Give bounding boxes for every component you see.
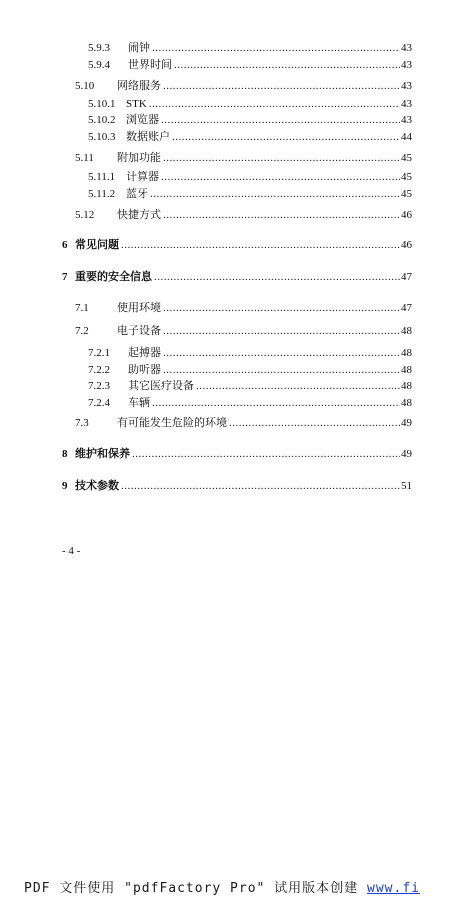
toc-dot-leader bbox=[163, 208, 400, 222]
toc-entry[interactable] bbox=[62, 270, 412, 284]
toc-entry-title: 蓝牙 bbox=[126, 188, 148, 200]
toc-entry-page: 48 bbox=[401, 380, 412, 392]
toc-entry-number: 7 bbox=[62, 271, 68, 283]
toc-entry-number: 5.12 bbox=[75, 209, 95, 221]
toc-dot-leader bbox=[154, 270, 400, 284]
toc-entry-number: 5.9.4 bbox=[88, 59, 110, 71]
toc-entry-page: 43 bbox=[401, 98, 412, 110]
toc-entry-number: 7.3 bbox=[75, 417, 89, 429]
toc-entry-page: 47 bbox=[401, 271, 412, 283]
footer-link[interactable]: www.fi bbox=[367, 881, 420, 896]
toc-entry[interactable] bbox=[88, 58, 412, 72]
page-number: - 4 - bbox=[62, 545, 81, 557]
toc-dot-leader bbox=[161, 170, 400, 184]
toc-entry[interactable] bbox=[88, 346, 412, 360]
toc-entry-number: 6 bbox=[62, 239, 68, 251]
toc-entry[interactable] bbox=[88, 363, 412, 377]
toc-entry-page: 48 bbox=[401, 364, 412, 376]
toc-entry-title: 世界时间 bbox=[128, 59, 172, 71]
toc-entry-page: 45 bbox=[401, 188, 412, 200]
toc-entry-page: 48 bbox=[401, 397, 412, 409]
toc-entry-page: 48 bbox=[401, 347, 412, 359]
toc-entry-page: 43 bbox=[401, 42, 412, 54]
toc-entry-title: 计算器 bbox=[126, 171, 159, 183]
toc-dot-leader bbox=[163, 363, 400, 377]
toc-dot-leader bbox=[172, 130, 400, 144]
toc-entry[interactable] bbox=[62, 238, 412, 252]
toc-entry[interactable] bbox=[88, 187, 412, 201]
toc-entry[interactable] bbox=[88, 97, 412, 111]
toc-entry-page: 44 bbox=[401, 131, 412, 143]
toc-entry-title: 浏览器 bbox=[126, 114, 159, 126]
toc-dot-leader bbox=[121, 238, 400, 252]
toc-entry-number: 7.2.1 bbox=[88, 347, 110, 359]
toc-entry-title: 其它医疗设备 bbox=[128, 380, 194, 392]
toc-entry-title: 快捷方式 bbox=[117, 209, 161, 221]
toc-entry-title: 有可能发生危险的环境 bbox=[117, 417, 227, 429]
toc-entry-title: 数据账户 bbox=[126, 131, 170, 143]
toc-entry-page: 45 bbox=[401, 152, 412, 164]
toc-entry[interactable] bbox=[75, 208, 412, 222]
toc-dot-leader bbox=[161, 113, 400, 127]
toc-dot-leader bbox=[150, 187, 400, 201]
toc-entry-number: 5.10.3 bbox=[88, 131, 116, 143]
toc-entry-title: 附加功能 bbox=[117, 152, 161, 164]
toc-dot-leader bbox=[152, 41, 400, 55]
toc-dot-leader bbox=[152, 396, 400, 410]
toc-dot-leader bbox=[163, 301, 400, 315]
toc-entry[interactable] bbox=[88, 41, 412, 55]
toc-entry-number: 5.11.2 bbox=[88, 188, 116, 200]
pdffactory-footer bbox=[24, 877, 420, 896]
toc-entry-title: 重要的安全信息 bbox=[75, 271, 152, 283]
toc-dot-leader bbox=[163, 324, 400, 338]
toc-dot-leader bbox=[121, 479, 400, 493]
toc-entry-page: 47 bbox=[401, 302, 412, 314]
toc-entry[interactable] bbox=[75, 324, 412, 338]
toc-entry-number: 7.2 bbox=[75, 325, 89, 337]
toc-entry-number: 8 bbox=[62, 448, 68, 460]
toc-entry-title: 常见问题 bbox=[75, 239, 119, 251]
toc-entry[interactable] bbox=[62, 447, 412, 461]
toc-entry[interactable] bbox=[75, 151, 412, 165]
toc-entry-number: 5.11.1 bbox=[88, 171, 116, 183]
toc-entry-title: 使用环境 bbox=[117, 302, 161, 314]
toc-entry-title: 闹钟 bbox=[128, 42, 150, 54]
toc-entry[interactable] bbox=[88, 170, 412, 184]
toc-entry-number: 7.2.2 bbox=[88, 364, 110, 376]
toc-entry-page: 49 bbox=[401, 417, 412, 429]
toc-entry-page: 45 bbox=[401, 171, 412, 183]
toc-entry-page: 46 bbox=[401, 239, 412, 251]
toc-dot-leader bbox=[174, 58, 400, 72]
toc-entry-number: 5.10.2 bbox=[88, 114, 116, 126]
toc-entry-page: 43 bbox=[401, 59, 412, 71]
toc-entry[interactable] bbox=[62, 479, 412, 493]
toc-entry[interactable] bbox=[75, 79, 412, 93]
toc-entry-title: 网络服务 bbox=[117, 80, 161, 92]
toc-dot-leader bbox=[196, 379, 400, 393]
toc-dot-leader bbox=[132, 447, 400, 461]
toc-dot-leader bbox=[163, 79, 400, 93]
toc-entry-title: 维护和保养 bbox=[75, 448, 130, 460]
toc-entry[interactable] bbox=[75, 301, 412, 315]
toc-entry-title: STK bbox=[126, 98, 147, 110]
toc-entry-page: 43 bbox=[401, 80, 412, 92]
toc-entry-title: 电子设备 bbox=[117, 325, 161, 337]
toc-entry-title: 车辆 bbox=[128, 397, 150, 409]
toc-entry-title: 助听器 bbox=[128, 364, 161, 376]
toc-dot-leader bbox=[163, 151, 400, 165]
toc-entry-page: 49 bbox=[401, 448, 412, 460]
toc-entry[interactable] bbox=[88, 379, 412, 393]
toc-entry-page: 43 bbox=[401, 114, 412, 126]
toc-entry-page: 51 bbox=[401, 480, 412, 492]
toc-entry-number: 7.2.4 bbox=[88, 397, 110, 409]
toc-entry[interactable] bbox=[88, 130, 412, 144]
toc-entry-number: 5.11 bbox=[75, 152, 94, 164]
toc-entry-number: 7.1 bbox=[75, 302, 89, 314]
toc-entry-number: 5.10 bbox=[75, 80, 95, 92]
toc-entry-number: 5.9.3 bbox=[88, 42, 110, 54]
toc-dot-leader bbox=[149, 97, 400, 111]
toc-entry[interactable] bbox=[88, 396, 412, 410]
toc-entry-number: 7.2.3 bbox=[88, 380, 110, 392]
toc-dot-leader bbox=[229, 416, 400, 430]
footer-text: PDF 文件使用 "pdfFactory Pro" 试用版本创建 bbox=[24, 881, 359, 896]
toc-entry-title: 技术参数 bbox=[75, 480, 119, 492]
toc-entry-title: 起搏器 bbox=[128, 347, 161, 359]
toc-entry[interactable] bbox=[75, 416, 412, 430]
toc-dot-leader bbox=[163, 346, 400, 360]
toc-entry-page: 48 bbox=[401, 325, 412, 337]
toc-entry[interactable] bbox=[88, 113, 412, 127]
toc-entry-number: 5.10.1 bbox=[88, 98, 116, 110]
toc-entry-number: 9 bbox=[62, 480, 68, 492]
toc-entry-page: 46 bbox=[401, 209, 412, 221]
